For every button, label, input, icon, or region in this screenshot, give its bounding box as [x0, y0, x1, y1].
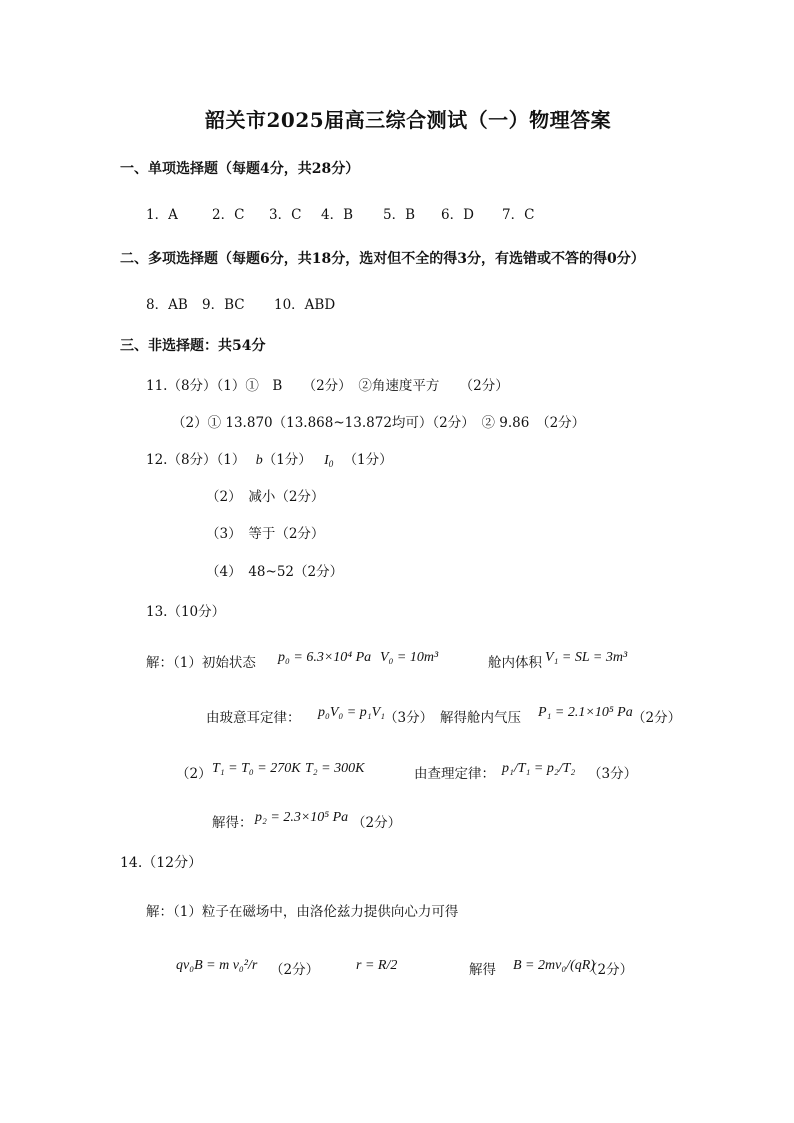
q12-symbol-i-letter: I [324, 453, 329, 468]
q13-charles-label: 由查理定律： [414, 766, 495, 782]
answer-6: 6．D [441, 207, 474, 223]
q12-score-b: （1分） [262, 452, 312, 468]
q13-eq-p0: p₀ = 6.3×10⁴ Pa [278, 650, 372, 665]
q11-line-2: （2）① 13.870（13.868~13.872均可）（2分） ② 9.86 （2分） [172, 415, 586, 431]
q12-score-i: （1分） [343, 452, 393, 468]
q14-score-b: （2分） [584, 962, 634, 978]
section-2-heading: 二、多项选择题（每题6分，共18分，选对但不全的得3分，有选错或不答的得0分） [120, 251, 645, 267]
answer-3: 3．C [269, 207, 302, 223]
q13-eq-v1: V₁ = SL = 3m³ [545, 650, 628, 665]
q14-score-force: （2分） [270, 962, 320, 978]
q12-symbol-i [324, 453, 333, 468]
q13-cabin-label: 舱内体积 [488, 655, 542, 671]
section-3-heading: 三、非选择题：共54分 [120, 338, 266, 354]
q13-part-2-label: （2） [176, 766, 212, 782]
q12-line-1 [146, 448, 393, 469]
q13-header: 13.（10分） [146, 604, 226, 620]
q13-eq-boyle: p₀V₀ = p₁V₁ [318, 705, 386, 720]
answer-5: 5．B [383, 207, 416, 223]
q14-eq-b: B = 2mv₀/(qR) [513, 958, 595, 973]
answer-2: 2．C [212, 207, 245, 223]
q13-solution-label: 解：（1）初始状态 [146, 655, 256, 671]
answer-1: 1．A [146, 207, 178, 223]
q13-eq-p1: P₁ = 2.1×10⁵ Pa [538, 705, 633, 720]
q13-eq-p2: p₂ = 2.3×10⁵ Pa [255, 810, 349, 825]
page-title: 韶关市2025届高三综合测试（一）物理答案 [205, 108, 612, 132]
q13-boyle-label: 由玻意耳定律： [206, 710, 301, 726]
q12-prefix: 12.（8分）（1） [146, 452, 246, 468]
q12-part-2: （2） 减小（2分） [206, 489, 325, 505]
answer-9: 9．BC [202, 297, 245, 313]
q13-solve-p1-label: 解得舱内气压 [440, 710, 521, 726]
q13-solve-label: 解得： [212, 815, 253, 831]
q13-score-p2: （2分） [352, 815, 402, 831]
q13-score-charles: （3分） [588, 766, 638, 782]
q13-eq-t2: T₂ = 300K [305, 761, 365, 776]
answer-10: 10．ABD [274, 297, 336, 313]
q14-eq-r: r = R/2 [356, 958, 398, 973]
q13-eq-charles: p₁/T₁ = p₂/T₂ [502, 761, 576, 776]
q13-score-p1: （2分） [632, 710, 682, 726]
q14-solve-label: 解得 [469, 962, 496, 978]
answer-7: 7．C [502, 207, 535, 223]
answer-4: 4．B [321, 207, 354, 223]
q13-eq-v0: V₀ = 10m³ [380, 650, 439, 665]
q13-score-boyle: （3分） [384, 710, 434, 726]
answer-8: 8．AB [146, 297, 188, 313]
q14-header: 14.（12分） [120, 855, 203, 871]
q11-line-1: 11.（8分）（1）① B （2分） ②角速度平方 （2分） [146, 378, 509, 394]
section-1-heading: 一、单项选择题（每题4分，共28分） [120, 161, 360, 177]
q14-solution-line: 解：（1）粒子在磁场中，由洛伦兹力提供向心力可得 [146, 904, 459, 920]
q12-part-3: （3） 等于（2分） [206, 526, 325, 542]
q12-symbol-b: b [255, 453, 263, 468]
q13-eq-t1: T₁ = T₀ = 270K [212, 761, 301, 776]
q14-eq-force: qv₀B = m v₀²/r [176, 958, 258, 973]
q12-part-4: （4） 48~52（2分） [206, 564, 344, 580]
q12-symbol-i-sub: 0 [328, 459, 334, 469]
